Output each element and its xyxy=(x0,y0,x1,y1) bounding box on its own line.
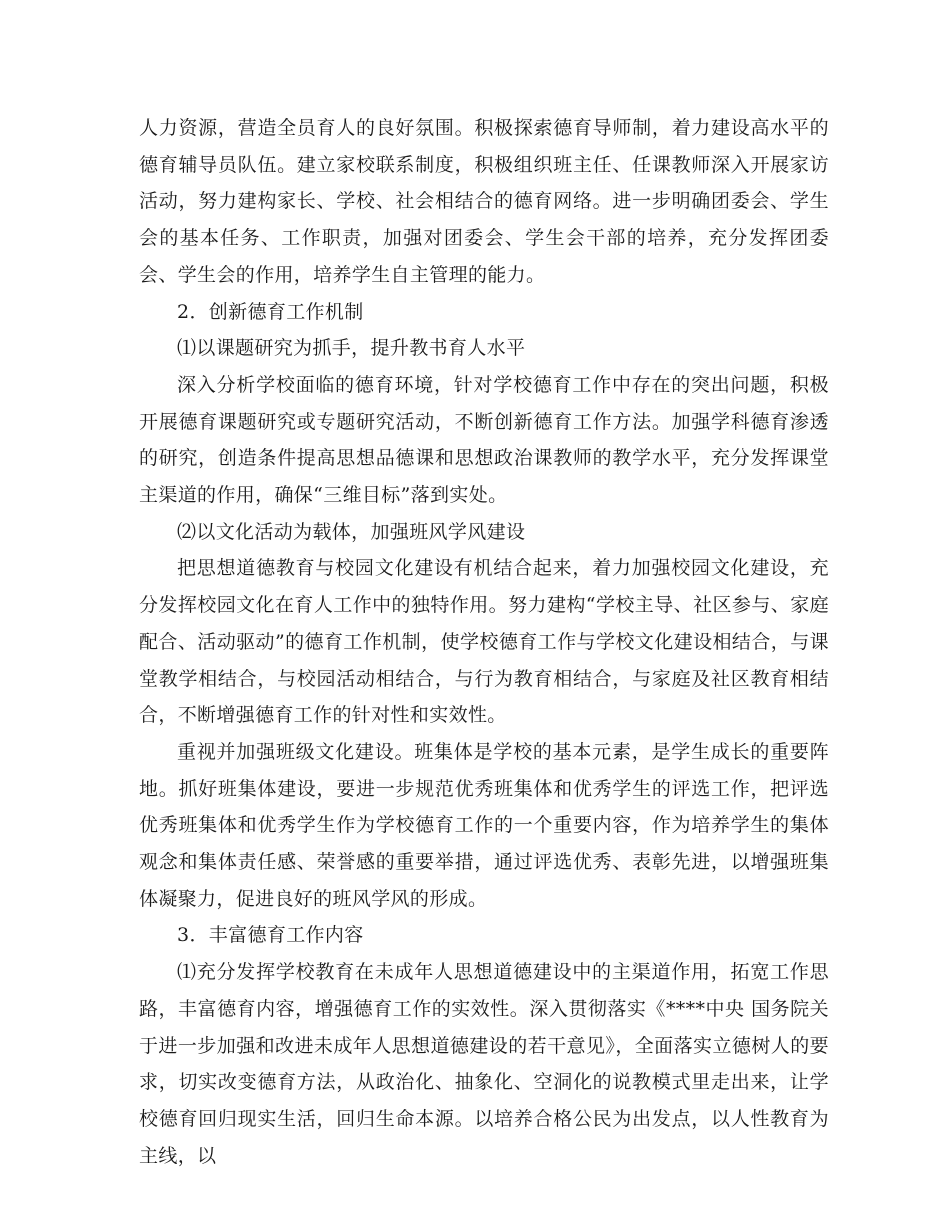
subsection-heading-1: ⑴以课题研究为抓手，提升教书育人水平 xyxy=(177,337,526,360)
paragraph: 深入分析学校面临的德育环境，针对学校德育工作中存在的突出问题，积极开展德育课题研究或专题研究活动，不断创新德育工作方法。加强学科德育渗透的研究，创造条件提高思想品德课和思想政治课教师的教学水平，充分发挥课堂主渠道的作用，确保“三维目标”落到实处。 xyxy=(139,373,829,507)
section-heading-2: 2．创新德育工作机制 xyxy=(177,300,364,323)
paragraph: ⑴充分发挥学校教育在未成年人思想道德建设中的主渠道作用，拓宽工作思路，丰富德育内容，增强德育工作的实效性。深入贯彻落实《****中央 国务院关于进一步加强和改进未成年人思想道德建设的若干意见》，全面落实立德树人的要求，切实改变德育方法，从政治化、抽象化、空洞化的说教模式里走出来，让学校德育回归现实生活，回归生命本源。以培养合格公民为出发点，以人性教育为主线，以 xyxy=(139,961,829,1167)
paragraph-continued: 人力资源，营造全员育人的良好氛围。积极探索德育导师制，着力建设高水平的德育辅导员队伍。建立家校联系制度，积极组织班主任、任课教师深入开展家访活动，努力建构家长、学校、社会相结合的德育网络。进一步明确团委会、学生会的基本任务、工作职责，加强对团委会、学生会干部的培养，充分发挥团委会、学生会的作用，培养学生自主管理的能力。 xyxy=(139,117,829,286)
subsection-heading-2: ⑵以文化活动为载体，加强班风学风建设 xyxy=(177,520,526,543)
paragraph: 把思想道德教育与校园文化建设有机结合起来，着力加强校园文化建设，充分发挥校园文化在育人工作中的独特作用。努力建构“学校主导、社区参与、家庭配合、活动驱动”的德育工作机制，使学校德育工作与学校文化建设相结合，与课堂教学相结合，与校园活动相结合，与行为教育相结合，与家庭及社区教育相结合，不断增强德育工作的针对性和实效性。 xyxy=(139,557,829,727)
section-heading-3: 3．丰富德育工作内容 xyxy=(177,924,364,947)
document-body xyxy=(139,110,829,1174)
paragraph: 重视并加强班级文化建设。班集体是学校的基本元素，是学生成长的重要阵地。抓好班集体建设，要进一步规范优秀班集体和优秀学生的评选工作，把评选优秀班集体和优秀学生作为学校德育工作的一个重要内容，作为培养学生的集体观念和集体责任感、荣誉感的重要举措，通过评选优秀、表彰先进，以增强班集体凝聚力，促进良好的班风学风的形成。 xyxy=(139,740,829,910)
